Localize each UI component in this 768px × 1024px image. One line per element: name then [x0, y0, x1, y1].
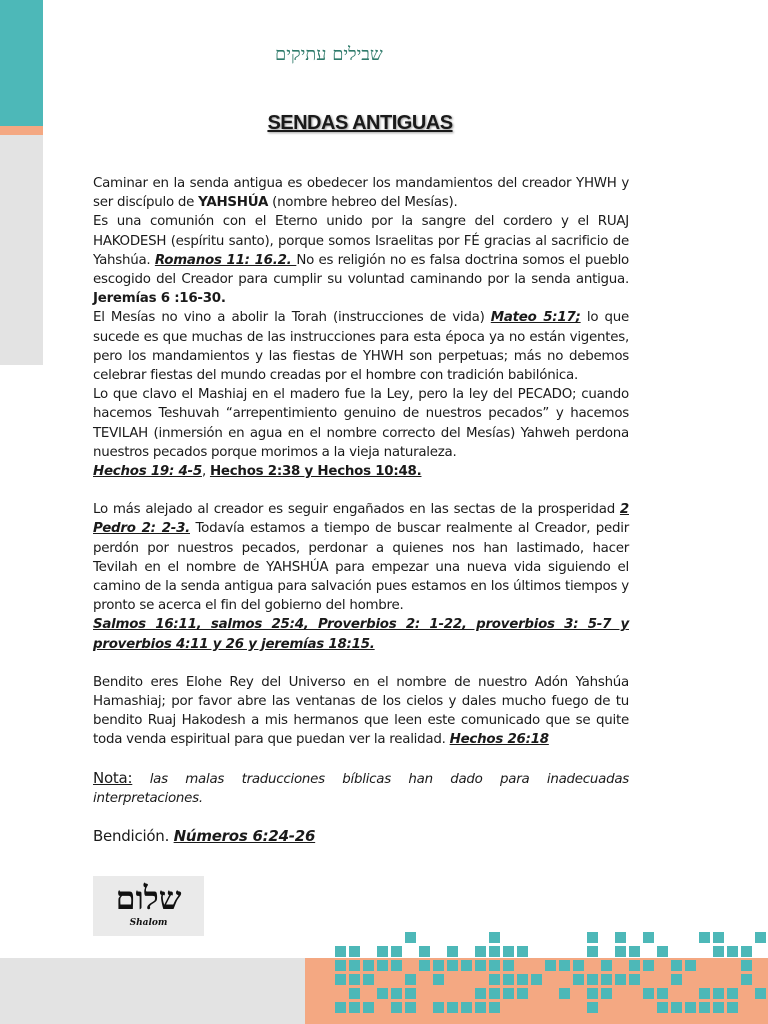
note-label: Nota:	[93, 768, 133, 787]
mosaic-tile	[363, 960, 374, 971]
mosaic-tile	[475, 1002, 486, 1013]
mosaic-tile	[335, 946, 346, 957]
mosaic-tile	[517, 988, 528, 999]
mosaic-tile	[363, 974, 374, 985]
mosaic-tile	[755, 988, 766, 999]
mosaic-tile	[587, 1002, 598, 1013]
mosaic-tile	[671, 974, 682, 985]
mosaic-tile	[503, 960, 514, 971]
mosaic-tile	[587, 974, 598, 985]
mosaic-tile	[573, 974, 584, 985]
blessing: Bendición. Números 6:24-26	[93, 827, 316, 846]
mosaic-tile	[447, 960, 458, 971]
mosaic-tile	[657, 1002, 668, 1013]
mosaic-tile	[671, 1002, 682, 1013]
paragraph-3: El Mesías no vino a abolir la Torah (instrucciones de vida) Mateo 5:17; lo que sucede es que muchas de las instrucciones para esta época ya no están vigentes, pero los mandamientos y las fiestas de YHWH son perpetuas; más no debemos celebrar fiestas del mundo creadas por el hombre con tradición babilónica.	[93, 310, 630, 384]
shalom-logo: שלום Shalom	[93, 876, 204, 936]
mosaic-tile	[433, 974, 444, 985]
mosaic-tile	[713, 988, 724, 999]
mosaic-tile	[363, 1002, 374, 1013]
mosaic-tile	[587, 988, 598, 999]
mosaic-tile	[377, 946, 388, 957]
mosaic-tile	[699, 1002, 710, 1013]
mosaic-tile	[699, 932, 710, 943]
mosaic-tile	[489, 932, 500, 943]
mosaic-tile	[461, 960, 472, 971]
mosaic-tile	[727, 1002, 738, 1013]
mosaic-tile	[517, 974, 528, 985]
mosaic-tile	[335, 1002, 346, 1013]
mosaic-tile	[629, 974, 640, 985]
mosaic-tile	[377, 960, 388, 971]
mosaic-tile	[349, 988, 360, 999]
scripture-ref: Romanos 11: 16.2.	[154, 252, 297, 268]
mosaic-tile	[391, 946, 402, 957]
mosaic-tile	[545, 960, 556, 971]
mosaic-tile	[587, 932, 598, 943]
mosaic-tile	[713, 946, 724, 957]
scripture-ref-list: Salmos 16:11, salmos 25:4, Proverbios 2: 1-22, proverbios 3: 5-7 y proverbios 4:11 y 26 y jeremías 18:15.	[93, 617, 629, 652]
mosaic-tile	[349, 960, 360, 971]
scripture-ref: 2 Pedro 2: 2-3.	[93, 502, 629, 537]
scripture-ref: Hechos 19: 4-5	[93, 464, 202, 480]
mosaic-tile	[685, 1002, 696, 1013]
mosaic-tile	[699, 988, 710, 999]
mosaic-tile	[741, 974, 752, 985]
mosaic-tile	[503, 988, 514, 999]
hebrew-title: שבילים עתיקים	[275, 44, 383, 65]
mosaic-tile	[741, 960, 752, 971]
mosaic-tile	[447, 946, 458, 957]
mosaic-tile	[475, 960, 486, 971]
page-title: SENDAS ANTIGUAS	[267, 112, 453, 134]
mosaic-tile	[349, 946, 360, 957]
mosaic-tile	[587, 946, 598, 957]
mosaic-tile	[391, 960, 402, 971]
mosaic-tile	[335, 960, 346, 971]
mosaic-tile	[559, 988, 570, 999]
mosaic-tile	[419, 960, 430, 971]
mosaic-tile	[755, 932, 766, 943]
mosaic-tile	[629, 960, 640, 971]
mosaic-tile	[405, 932, 416, 943]
mosaic-tile	[349, 1002, 360, 1013]
mosaic-tile	[657, 988, 668, 999]
mosaic-tile	[727, 946, 738, 957]
mosaic-tile	[643, 988, 654, 999]
mosaic-tile	[489, 988, 500, 999]
mosaic-tile	[475, 946, 486, 957]
paragraph-1: Caminar en la senda antigua es obedecer los mandamientos del creador YHWH y ser discípulo de YAHSHÚA (nombre hebreo del Mesías).	[93, 176, 629, 211]
mosaic-tile	[461, 1002, 472, 1013]
mosaic-tile	[601, 974, 612, 985]
scripture-ref: Mateo 5:17;	[490, 310, 581, 326]
mosaic-tile	[685, 960, 696, 971]
mosaic-tile	[517, 946, 528, 957]
mosaic-tile	[503, 946, 514, 957]
mosaic-tile	[615, 974, 626, 985]
scripture-ref: Hechos 2:38 y Hechos 10:48.	[209, 464, 422, 480]
paragraph-5: Lo más alejado al creador es seguir engañados en las sectas de la prosperidad 2 Pedro 2: 2-3. Todavía estamos a tiempo de buscar realmente al Creador, pedir perdón por nuestros pecados, perdonar a quienes nos han lastimado, hacer Tevilah en el nombre de YAHSHÚA para empezar una nueva vida siguiendo el camino de la senda antigua para salvación pues estamos en los últimos tiempos y pronto se acerca el fin del gobierno del hombre. Salmos 16:11, salmos 25:4, Proverbios 2: 1-22, proverbios 3: 5-7 y proverbios 4:11 y 26 y jeremías 18:15.	[93, 502, 629, 652]
document-body	[93, 174, 629, 847]
note: Nota: las malas traducciones bíblicas han dado para inadecuadas interpretaciones.	[93, 768, 629, 806]
mosaic-tile	[377, 988, 388, 999]
mosaic-tile	[615, 946, 626, 957]
mosaic-tile	[503, 974, 514, 985]
mosaic-tile	[531, 974, 542, 985]
mosaic-tile	[601, 988, 612, 999]
mosaic-tile	[447, 1002, 458, 1013]
mosaic-tile	[391, 988, 402, 999]
mosaic-tile	[629, 946, 640, 957]
scripture-ref: Jeremías 6 :16-30.	[93, 291, 226, 307]
mosaic-tile	[405, 988, 416, 999]
mosaic-tile	[601, 960, 612, 971]
mosaic-tile	[391, 1002, 402, 1013]
mosaic-tile	[643, 960, 654, 971]
mosaic-tile	[475, 988, 486, 999]
mosaic-tile	[433, 960, 444, 971]
mosaic-tile	[405, 1002, 416, 1013]
paragraph-2: Es una comunión con el Eterno unido por la sangre del cordero y el RUAJ HAKODESH (espíritu santo), porque somos Israelitas por FÉ gracias al sacrificio de Yahshúa. Romanos 11: 16.2. No es religión no es falsa doctrina somos el pueblo escogido del Creador para cumplir su voluntad caminando por la senda antigua. Jeremías 6 :16-30.	[93, 214, 629, 307]
mosaic-tile	[741, 946, 752, 957]
mosaic-tile	[335, 974, 346, 985]
mosaic-tile	[559, 960, 570, 971]
scripture-ref: Números 6:24-26	[173, 827, 316, 846]
mosaic-tile	[489, 1002, 500, 1013]
paragraph-6: Bendito eres Elohe Rey del Universo en el nombre de nuestro Adón Yahshúa Hamashiaj; por favor abre las ventanas de los cielos y dales mucho fuego de tu bendito Ruaj Hakodesh a mis hermanos que leen este comunicado que se quite toda venda espiritual para que puedan ver la realidad. Hechos 26:18	[93, 674, 629, 748]
mosaic-tile	[405, 974, 416, 985]
mosaic-tile	[489, 946, 500, 957]
mosaic-tile	[615, 932, 626, 943]
scripture-ref: Hechos 26:18	[449, 732, 549, 748]
mosaic-tile	[489, 960, 500, 971]
mosaic-tile	[713, 1002, 724, 1013]
mosaic-tile	[489, 974, 500, 985]
mosaic-tile	[573, 960, 584, 971]
mosaic-tile	[657, 946, 668, 957]
mosaic-tile	[419, 946, 430, 957]
mosaic-tile	[643, 932, 654, 943]
mosaic-tile	[713, 932, 724, 943]
mosaic-tile	[671, 960, 682, 971]
paragraph-4: Lo que clavo el Mashiaj en el madero fue la Ley, pero la ley del PECADO; cuando hacemos Teshuvah “arrepentimiento genuino de nuestros pecados” y hacemos TEVILAH (inmersión en agua en el nombre correcto del Mesías) Yahweh perdona nuestros pecados porque morimos a la vieja naturaleza. Hechos 19: 4-5, Hechos 2:38 y Hechos 10:48.	[93, 387, 629, 480]
mosaic-tile	[433, 1002, 444, 1013]
mosaic-tile	[349, 974, 360, 985]
mosaic-tile	[727, 988, 738, 999]
